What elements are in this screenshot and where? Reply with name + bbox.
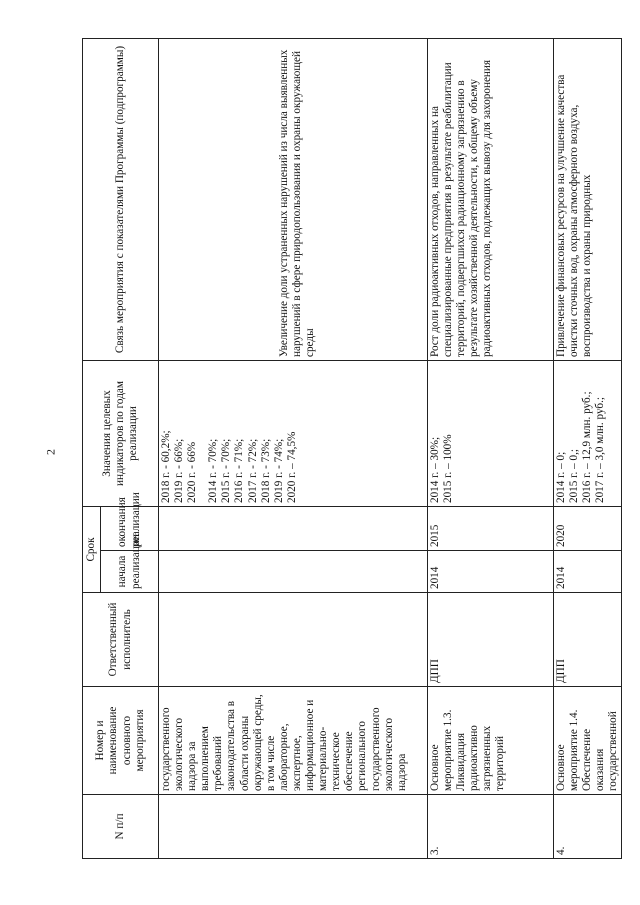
rotated-table-container xyxy=(82,39,620,859)
row-start xyxy=(159,551,428,593)
row-start: 2014 xyxy=(428,551,554,593)
row-responsible: ДПП xyxy=(554,593,622,687)
row-number: 4. xyxy=(554,795,622,859)
row-name: Основное мероприятие 1.3. Ликвидация радиоактивно загрязненных территорий xyxy=(428,687,554,795)
row-responsible xyxy=(159,593,428,687)
header-start: начала реализации xyxy=(101,551,159,593)
row-indicators: 2014 г. – 30%; 2015 г. – 100% xyxy=(428,361,554,507)
row-link: Привлечение финансовых ресурсов на улучшение качества очистки сточных вод, охраны атмосферного воздуха, воспроизводства и охраны природных xyxy=(554,39,622,361)
row-end: 2020 xyxy=(554,507,622,551)
header-link: Связь мероприятия с показателями Программы (подпрограммы) xyxy=(83,39,159,361)
header-end: окончания реализации xyxy=(101,507,159,551)
row-number xyxy=(159,795,428,859)
row-name: Основное мероприятие 1.4. Обеспечение оказания государственной xyxy=(554,687,622,795)
table-row xyxy=(554,39,622,859)
row-name: государственного экологического надзора за выполнением требований законодательства в области охраны окружающей среды, в том числе лабораторное, экспертное, информационное и материально-техническое обеспечение регионального государственного экологического надзора xyxy=(159,687,428,795)
indicators-bottom: 2014 г. - 70%; 2015 г. - 70%; 2016 г. - 71%; 2017 г. - 72%; 2018 г. - 73%; 2019 г. - 74%; 2020 г. – 74,5% xyxy=(207,431,298,503)
header-name: Номер и наименование основного мероприятия xyxy=(83,687,159,795)
row-end xyxy=(159,507,428,551)
table-row xyxy=(428,39,554,859)
page-number: 2 xyxy=(43,449,58,455)
row-number: 3. xyxy=(428,795,554,859)
row-indicators xyxy=(159,361,428,507)
row-link-text: Увеличение доли устраненных нарушений из числа выявленных нарушений в сфере природопользования и охраны окружающей среды xyxy=(277,49,316,357)
table-row xyxy=(159,39,428,859)
header-indicators: Значения целевых индикаторов по годам реализации xyxy=(83,361,159,507)
row-link xyxy=(159,39,428,361)
header-number: N п/п xyxy=(83,795,159,859)
row-responsible: ДПП xyxy=(428,593,554,687)
program-measures-table xyxy=(82,38,622,859)
row-start: 2014 xyxy=(554,551,622,593)
header-term: Срок xyxy=(83,507,101,593)
row-indicators: 2014 г. – 0; 2015 г. – 0,; 2016 г. – 12,9 млн. руб.; 2017 г. – 3,0 млн. руб.; xyxy=(554,361,622,507)
indicators-top: 2018 г. - 60,2%; 2019 г. - 66%; 2020 г. - 66% xyxy=(160,430,199,503)
row-link: Рост доли радиоактивных отходов, направленных на специализированные предприятия в результате реабилитации территорий, подвергшихся радиационному загрязнению в результате хозяйственной деятельности, к общему объему радиоактивных отходов, подлежащих вывозу для захоронения xyxy=(428,39,554,361)
row-end: 2015 xyxy=(428,507,554,551)
header-responsible: Ответственный исполнитель xyxy=(83,593,159,687)
